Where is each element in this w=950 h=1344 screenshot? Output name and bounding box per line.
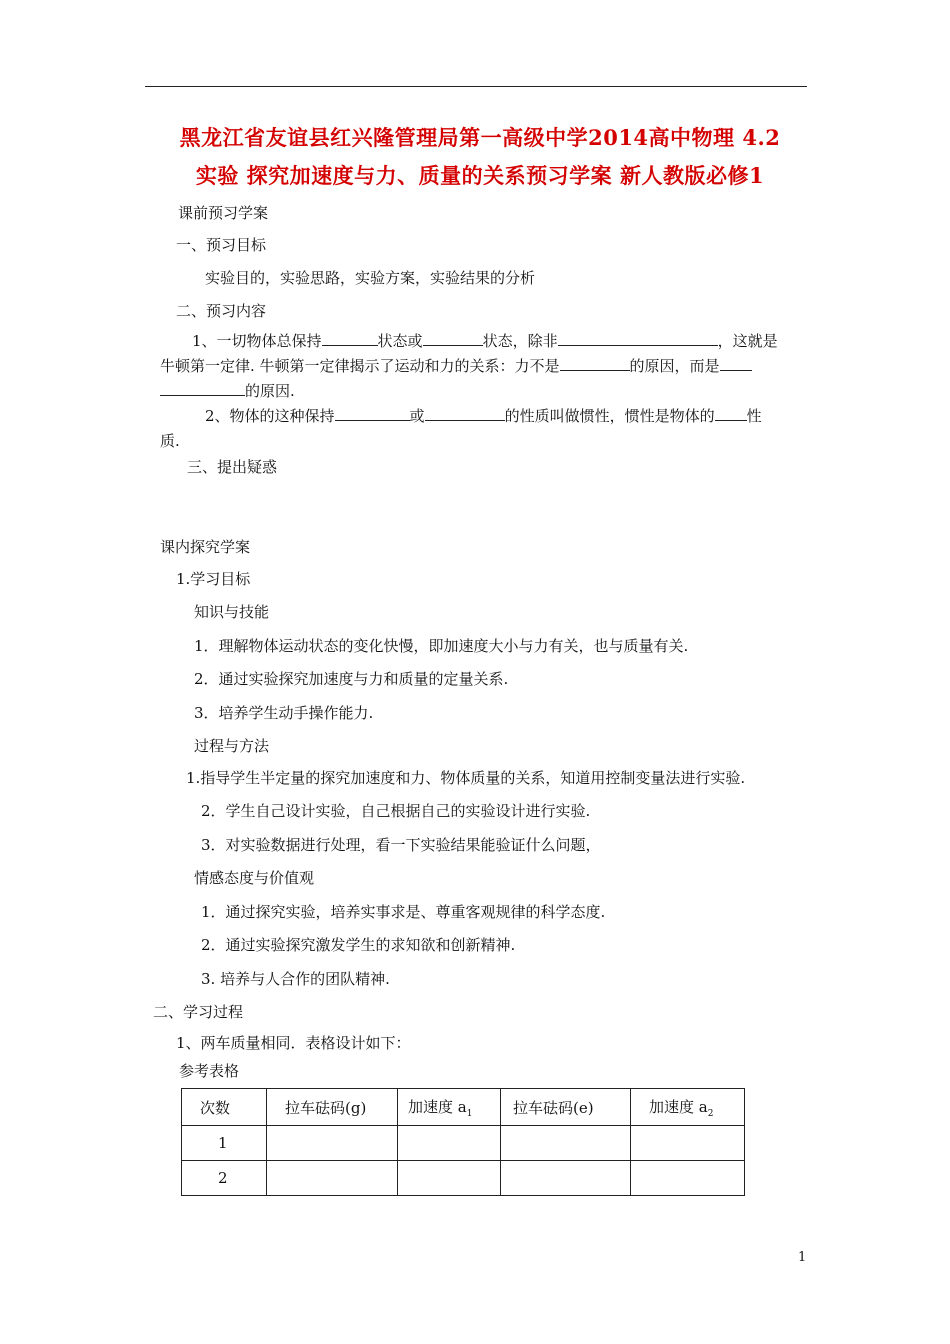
doc-title-line1: 黑龙江省友谊县红兴隆管理局第一高级中学2014高中物理 4.2	[179, 125, 781, 150]
preview-item2-line2: 质.	[160, 432, 180, 450]
knowledge-heading: 知识与技能	[194, 603, 270, 621]
header-weight-1: 拉车砝码(g)	[267, 1089, 398, 1126]
preview-content-heading: 二、预习内容	[176, 302, 267, 320]
item1-text-g: 的原因.	[245, 382, 295, 400]
emotion-item-1: 1．通过探究实验，培养实事求是、尊重客观规律的科学态度.	[201, 903, 606, 921]
table-cell[interactable]	[501, 1161, 631, 1196]
item2-text-b: 或	[409, 407, 425, 425]
table-caption: 参考表格	[179, 1062, 240, 1080]
goals-heading: 1.学习目标	[176, 570, 251, 588]
knowledge-item-3: 3．培养学生动手操作能力.	[194, 704, 374, 722]
preview-item1-line1	[192, 331, 778, 351]
preview-goals-heading: 一、预习目标	[176, 236, 267, 254]
emotion-heading: 情感态度与价值观	[194, 869, 315, 887]
blank[interactable]	[560, 356, 630, 371]
preview-questions-heading: 三、提出疑惑	[187, 458, 278, 476]
blank[interactable]	[558, 331, 718, 346]
preview-item1-line2	[160, 356, 752, 376]
table-cell[interactable]	[631, 1161, 745, 1196]
process-method-heading: 过程与方法	[194, 737, 270, 755]
learning-process-heading: 二、学习过程	[153, 1003, 244, 1021]
process-method-item-1: 1.指导学生半定量的探究加速度和力、物体质量的关系，知道用控制变量法进行实验.	[186, 769, 746, 787]
item1-text-a: 1、一切物体总保持	[192, 332, 322, 350]
preview-goals-text: 实验目的，实验思路，实验方案，实验结果的分析	[205, 269, 536, 287]
table-cell[interactable]	[631, 1126, 745, 1161]
table-cell: 2	[182, 1161, 267, 1196]
doc-title-line2: 实验 探究加速度与力、质量的关系预习学案 新人教版必修1	[195, 163, 765, 188]
item1-text-c: 状态，除非	[482, 332, 558, 350]
header-accel-1-sub: 1	[466, 1108, 473, 1119]
preview-heading: 课前预习学案	[178, 204, 269, 222]
table-cell[interactable]	[398, 1161, 501, 1196]
preview-item2-line1	[205, 406, 762, 426]
header-count: 次数	[182, 1089, 267, 1126]
blank[interactable]	[160, 381, 245, 396]
inclass-heading: 课内探究学案	[160, 538, 251, 556]
header-accel-2-sub: 2	[707, 1108, 714, 1119]
table-row	[182, 1126, 745, 1161]
blank[interactable]	[715, 406, 747, 421]
item2-text-a: 2、物体的这种保持	[205, 407, 335, 425]
process-method-item-3: 3．对实验数据进行处理，看一下实验结果能验证什么问题，	[201, 836, 601, 854]
item1-text-f: 的原因，而是	[629, 357, 720, 375]
knowledge-item-1: 1．理解物体运动状态的变化快慢，即加速度大小与力有关，也与质量有关.	[194, 637, 689, 655]
item2-text-d: 性	[746, 407, 762, 425]
header-accel-1-label: 加速度 a	[408, 1097, 467, 1116]
item1-text-b: 状态或	[377, 332, 423, 350]
emotion-item-2: 2．通过实验探究激发学生的求知欲和创新精神.	[201, 936, 516, 954]
page-number: 1	[798, 1250, 807, 1265]
header-accel-1	[398, 1089, 501, 1126]
blank[interactable]	[423, 331, 483, 346]
preview-item1-line3	[160, 381, 295, 401]
table-row	[182, 1161, 745, 1196]
table-cell[interactable]	[501, 1126, 631, 1161]
table-header-row	[182, 1089, 745, 1126]
item1-text-d: ，这就是	[717, 332, 778, 350]
header-rule	[145, 86, 807, 87]
table-cell: 1	[182, 1126, 267, 1161]
header-accel-2	[631, 1089, 745, 1126]
table-cell[interactable]	[267, 1126, 398, 1161]
item2-text-c: 的性质叫做惯性，惯性是物体的	[504, 407, 715, 425]
learning-process-item-1: 1、两车质量相同．表格设计如下：	[176, 1034, 411, 1052]
blank[interactable]	[322, 331, 378, 346]
header-accel-2-label: 加速度 a	[649, 1097, 708, 1116]
header-weight-2: 拉车砝码(e)	[501, 1089, 631, 1126]
process-method-item-2: 2．学生自己设计实验，自己根据自己的实验设计进行实验.	[201, 802, 591, 820]
reference-table	[181, 1088, 745, 1196]
knowledge-item-2: 2．通过实验探究加速度与力和质量的定量关系.	[194, 670, 509, 688]
blank[interactable]	[425, 406, 505, 421]
emotion-item-3: 3. 培养与人合作的团队精神.	[201, 970, 390, 988]
table-cell[interactable]	[398, 1126, 501, 1161]
blank[interactable]	[720, 356, 752, 371]
item1-text-e: 牛顿第一定律. 牛顿第一定律揭示了运动和力的关系：力不是	[160, 357, 560, 375]
table-cell[interactable]	[267, 1161, 398, 1196]
blank[interactable]	[335, 406, 410, 421]
